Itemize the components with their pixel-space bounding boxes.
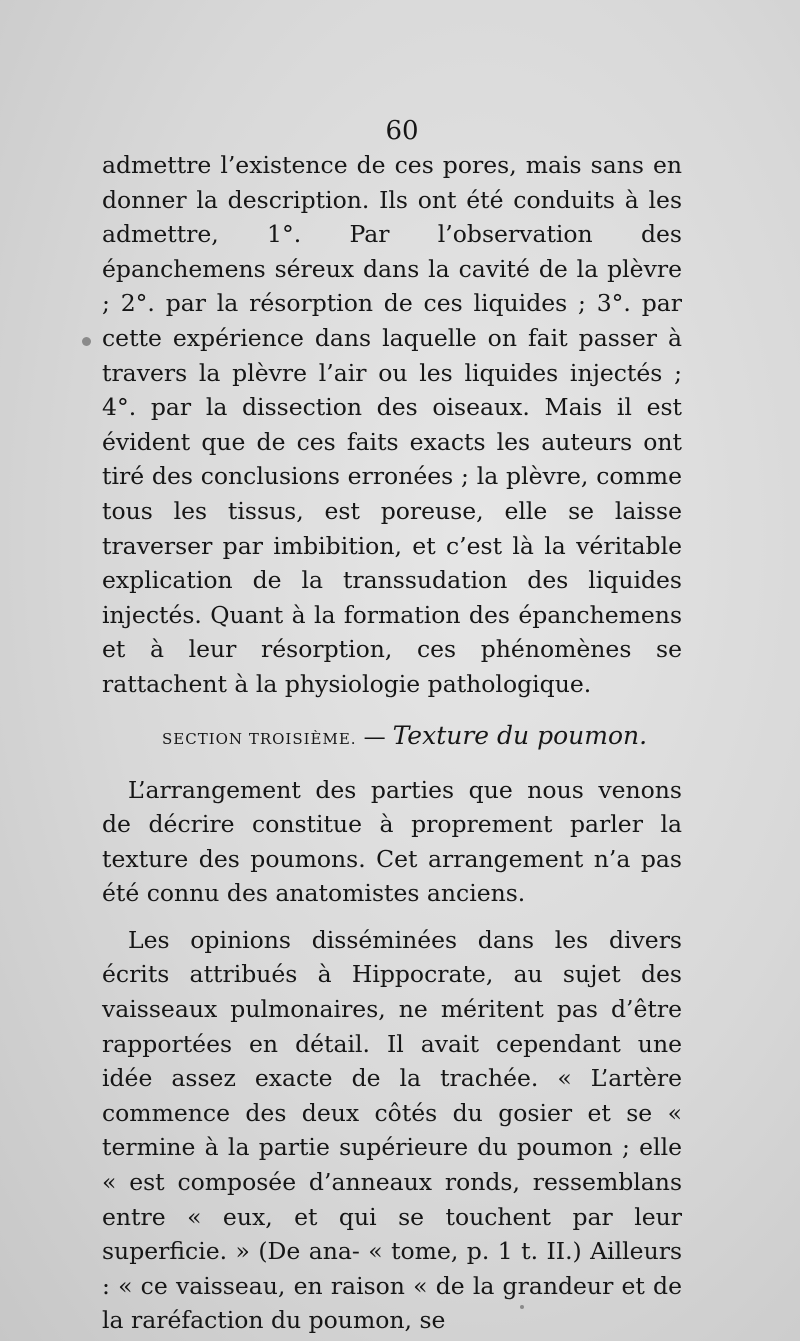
- section-heading: [102, 716, 682, 759]
- paragraph-plevre: admettre l’existence de ces pores, mais sans en donner la description. Ils ont été conduits à les admettre, 1°. Par l’observation des épanchemens séreux dans la cavité de la plèvre ; 2°. par la résorption de ces liquides ; 3°. par cette expérience dans laquelle on fait passer à travers la plèvre l’air ou les liquides injectés ; 4°. par la dissection des oiseaux. Mais il est évident que de ces faits exacts les auteurs ont tiré des conclusions erronées ; la plèvre, comme tous les tissus, est poreuse, elle se laisse traverser par imbibition, et c’est là la véritable explication de la transsudation des liquides injectés. Quant à la formation des épanchemens et à leur résorption, ces phénomènes se rattachent à la physiologie pathologique.: [102, 151, 682, 698]
- paper-speck: [82, 337, 91, 346]
- paragraph-hippocrate: Les opinions disséminées dans les divers écrits attribués à Hippocrate, au sujet des vaisseaux pulmonaires, ne méritent pas d’être rapportées en détail. Il avait cependant une idée assez exacte de la trachée. « L’artère commence des deux côtés du gosier et se « termine à la partie supérieure du poumon ; elle « est composée d’anneaux ronds, ressemblans entre « eux, et qui se touchent par leur superficie. » (De ana- « tome, p. 1 t. II.) Ailleurs : « ce vaisseau, en raison « de la grandeur et de la raréfaction du poumon, se: [102, 925, 682, 1335]
- paper-speck: [520, 1305, 524, 1309]
- section-title: Texture du poumon.: [392, 720, 648, 750]
- page-number: 60: [385, 116, 419, 146]
- section-label: SECTION TROISIÈME.: [162, 729, 357, 748]
- text-block: [102, 148, 682, 1338]
- paragraph-arrangement: L’arrangement des parties que nous venons de décrire constitue à proprement parler la texture des poumons. Cet arrangement n’a pas été connu des anatomistes anciens.: [102, 775, 682, 908]
- section-separator: —: [363, 724, 386, 750]
